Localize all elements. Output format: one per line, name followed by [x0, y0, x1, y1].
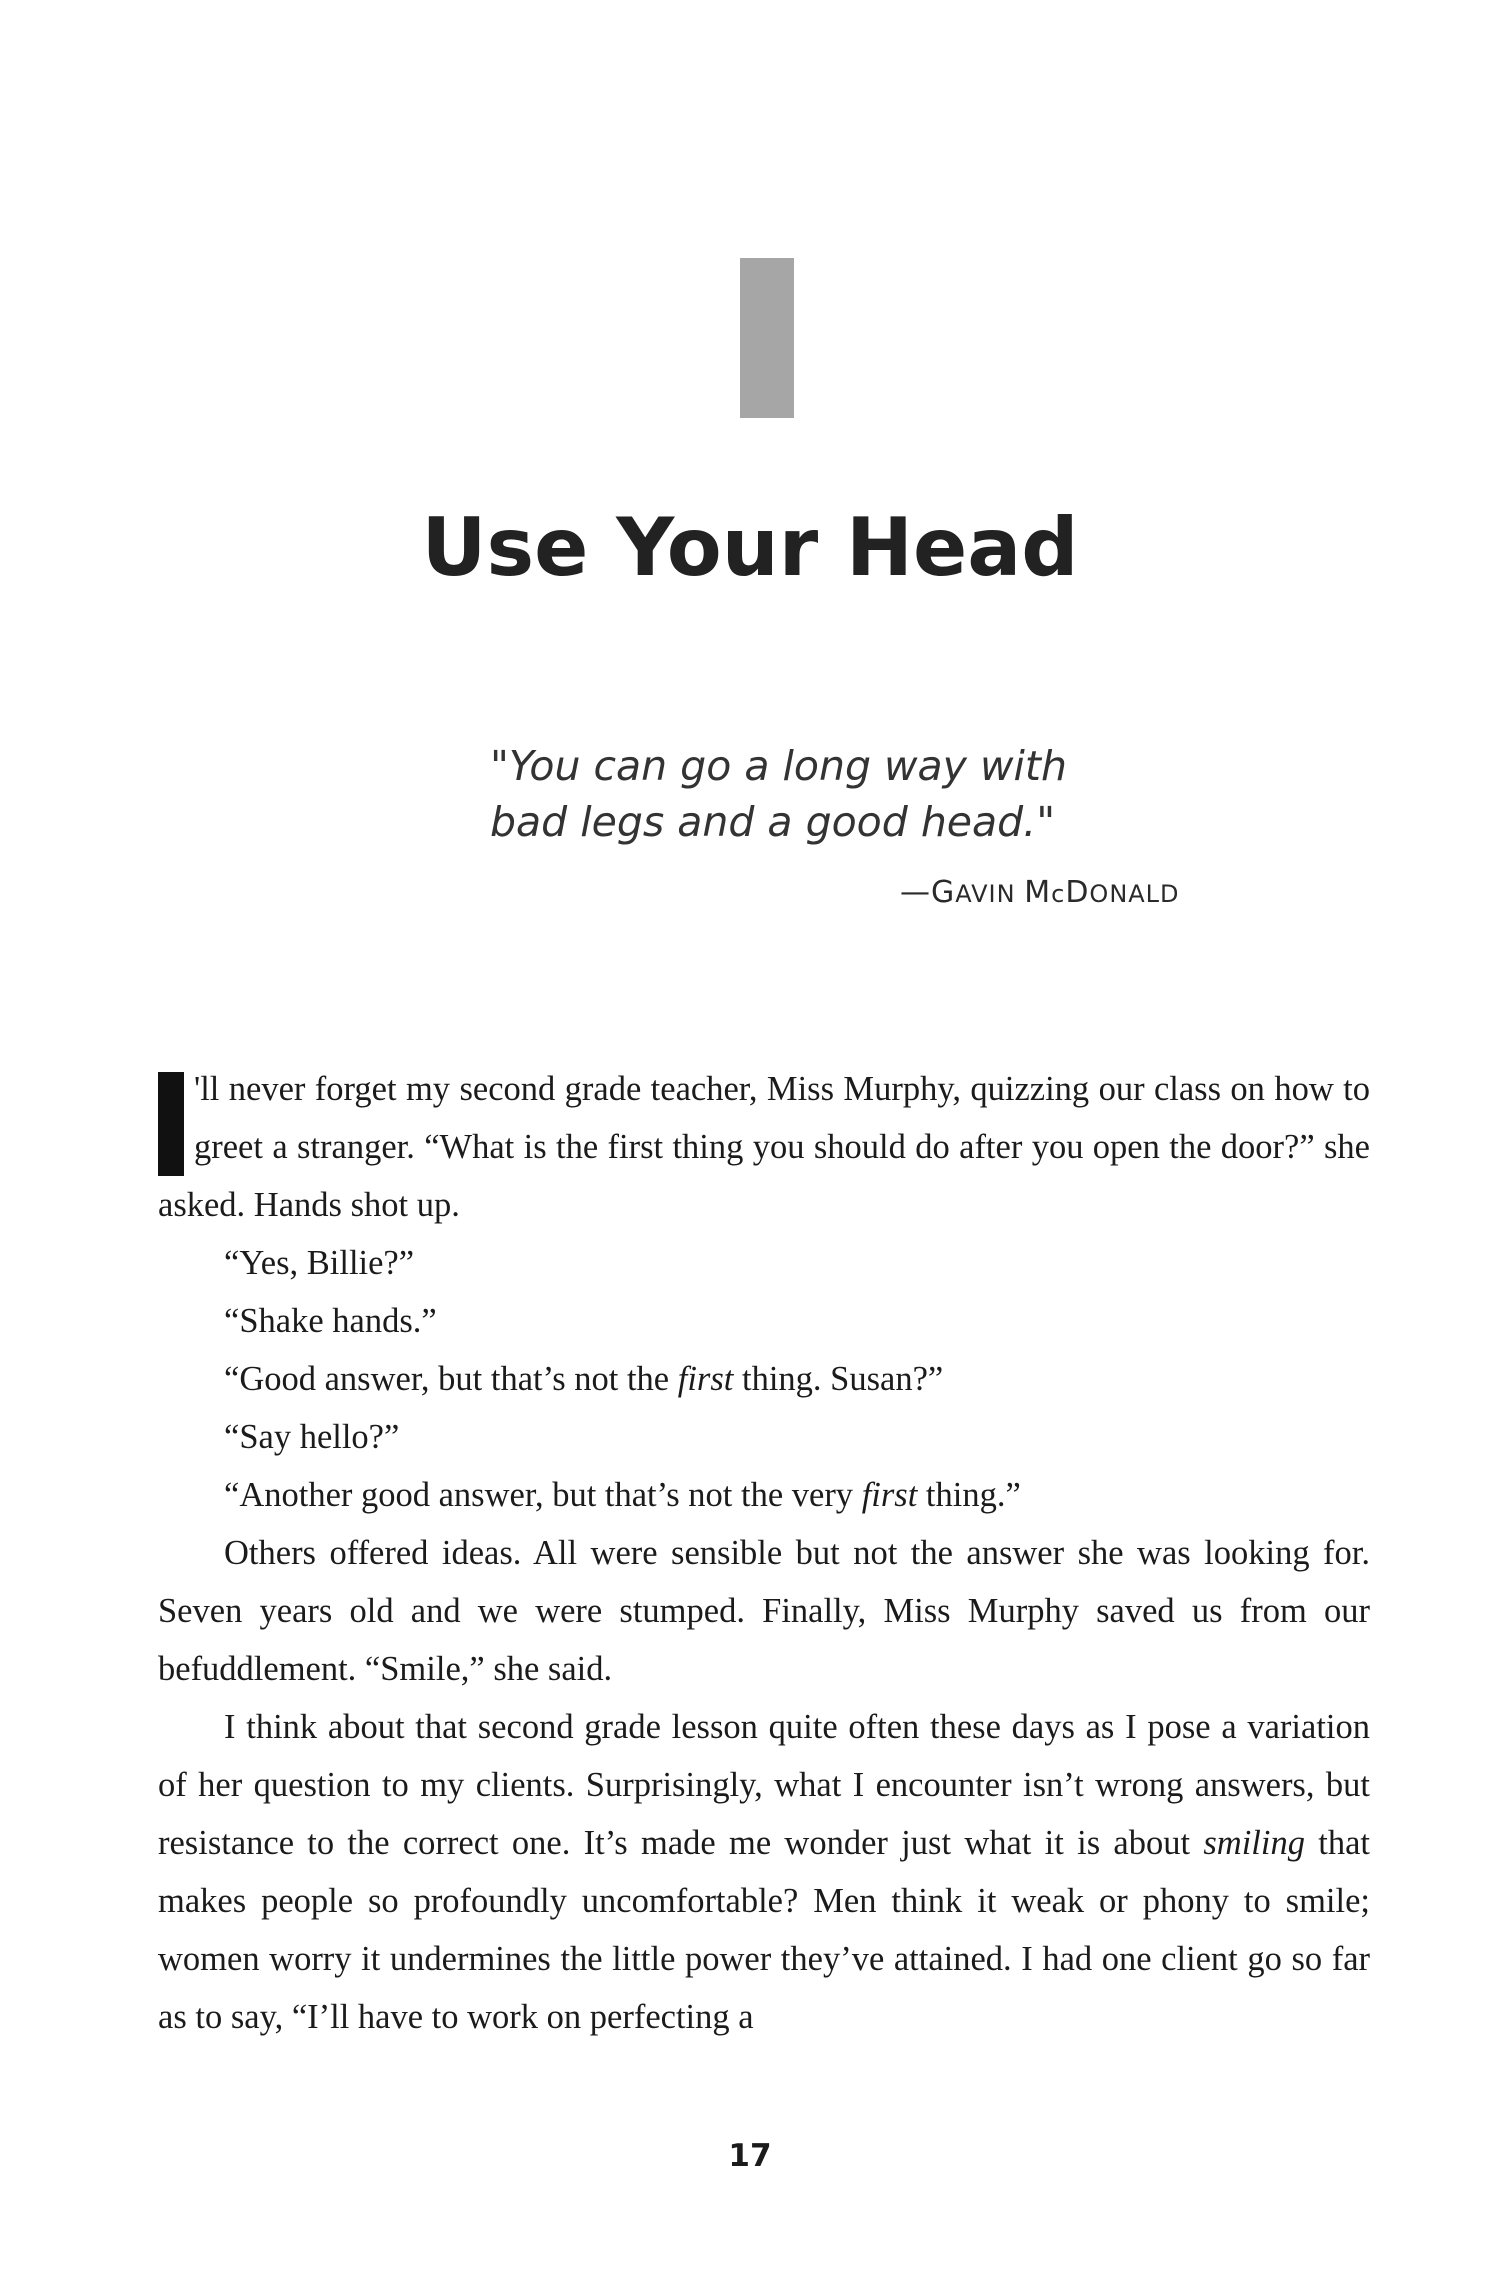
epigraph-line-1: "You can go a long way with [490, 742, 1067, 790]
paragraph: “Say hello?” [224, 1418, 400, 1456]
attribution-first-rest: AVIN [955, 880, 1025, 908]
chapter-title: Use Your Head [421, 501, 1079, 594]
paragraph-text: “Another good answer, but that’s not the very [224, 1476, 862, 1514]
page-number: 17 [728, 2138, 772, 2174]
paragraph: Others offered ideas. All were sensible but not the answer she was looking for. Seven years old and we were stumped. Finally, Miss Murphy saved us from our befuddlement. “Smile,” she said. [158, 1534, 1370, 1688]
paragraph-text: thing. Susan?” [733, 1360, 944, 1398]
paragraph-text: I think about that second grade lesson quite often these days as I pose a variation of her question to my clients. Surprisingly, what I encounter isn’t wrong answers, but resistance to the correct one. It’s made me wonder just what it is about [158, 1708, 1370, 1862]
paragraph [158, 1350, 1370, 1408]
paragraph-text: thing.” [917, 1476, 1021, 1514]
body-text [158, 1060, 1370, 2046]
attribution-last-c: c [1051, 880, 1066, 908]
paragraph [158, 1060, 1370, 1234]
emphasis: first [861, 1476, 918, 1514]
drop-cap [158, 1072, 184, 1176]
attribution-last-rest: ONALD [1089, 880, 1180, 908]
paragraph [158, 1698, 1370, 2046]
paragraph-text: “Good answer, but that’s not the [224, 1360, 678, 1398]
epigraph-quote [490, 738, 1290, 850]
paragraph: “Yes, Billie?” [224, 1244, 415, 1282]
emphasis: first [677, 1360, 734, 1398]
epigraph-line-2: bad legs and a good head." [490, 798, 1056, 846]
chapter-number [740, 258, 794, 418]
paragraph-text: that makes people so profoundly uncomfortable? Men think it weak or phony to smile; women worry it undermines the little power they’ve attained. I had one client go so far as to say, “I’ll have to work on perfecting a [158, 1824, 1370, 2036]
attribution-last-d: D [1065, 875, 1090, 910]
attribution-first-initial: G [931, 875, 956, 910]
attribution-last-initial: M [1024, 875, 1052, 910]
paragraph: “Shake hands.” [224, 1302, 437, 1340]
paragraph [158, 1466, 1370, 1524]
emphasis: smiling [1203, 1824, 1305, 1862]
epigraph-attribution [900, 875, 1180, 910]
paragraph-text: 'll never forget my second grade teacher, Miss Murphy, quizzing our class on how to greet a stranger. “What is the first thing you should do after you open the door?” she asked. Hands shot up. [158, 1070, 1370, 1224]
attribution-dash: — [900, 875, 931, 910]
